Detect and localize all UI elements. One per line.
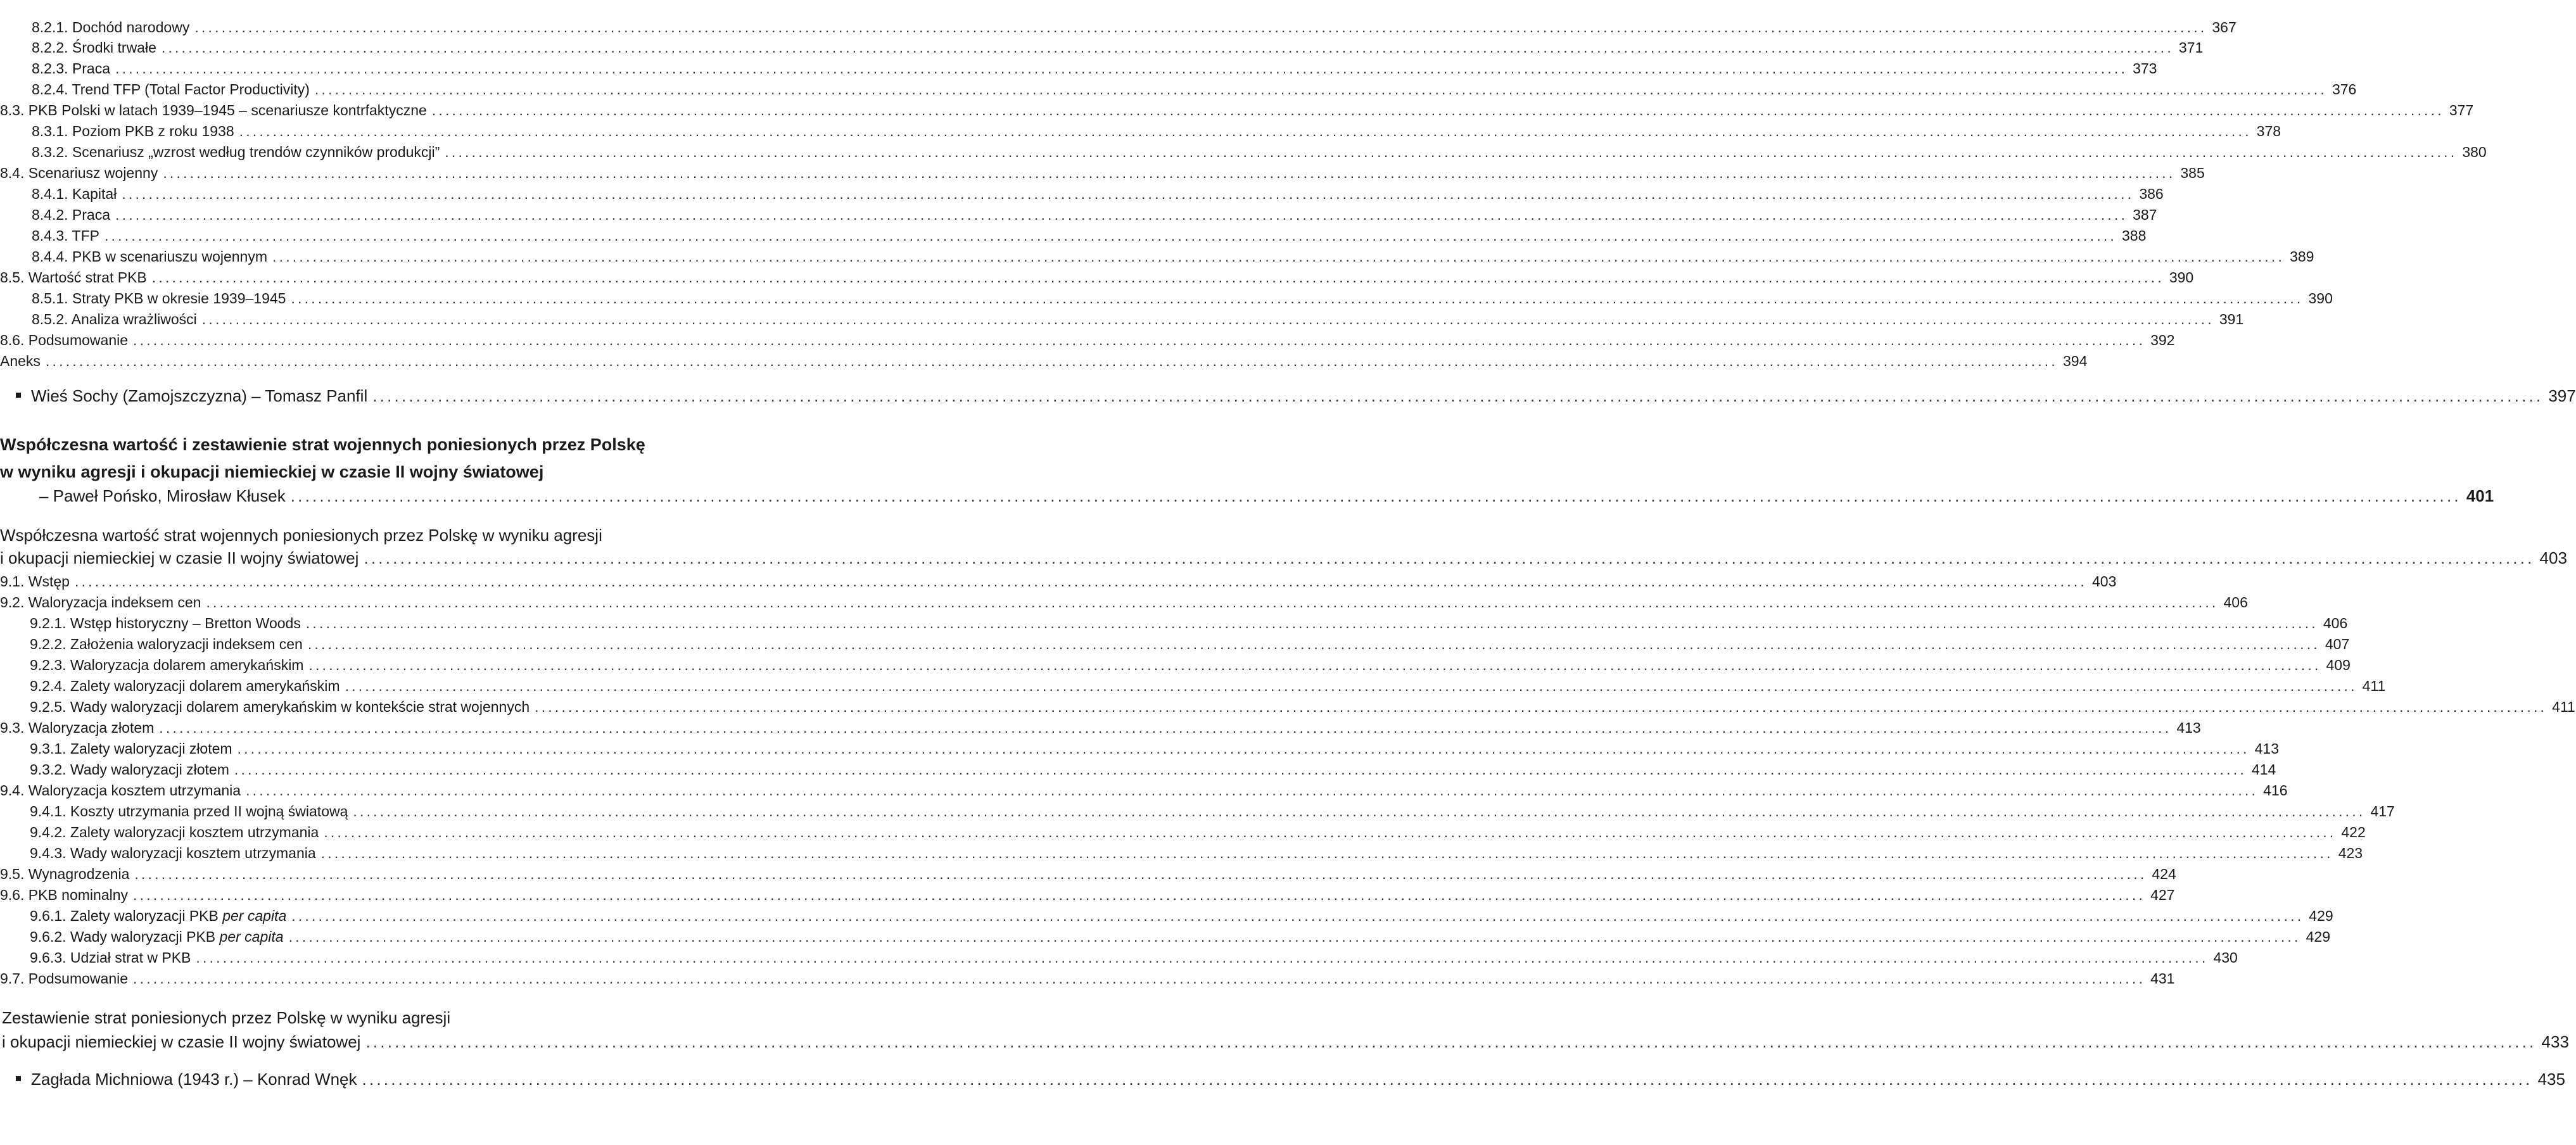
- toc-entry[interactable]: [0, 165, 2205, 182]
- toc-entry-label: 8.4. Scenariusz wojenny: [0, 165, 158, 181]
- toc-entry-label: 9.2. Waloryzacja indeksem cen: [0, 594, 201, 610]
- dot-leader: ............................................................................................................................................................................................................................................................................................................: [161, 39, 2174, 56]
- toc-page-number: 387: [2133, 206, 2157, 223]
- dot-leader: ............................................................................................................................................................................................................................................................................................................: [239, 123, 2252, 139]
- dot-leader: ............................................................................................................................................................................................................................................................................................................: [74, 573, 2087, 590]
- toc-page-number: 401: [2466, 486, 2494, 505]
- toc-entry-title: [16, 386, 367, 406]
- toc-page-number: 386: [2139, 186, 2164, 202]
- toc-entry[interactable]: [30, 678, 2386, 695]
- toc-entry-label: 9.5. Wynagrodzenia: [0, 866, 130, 882]
- toc-entry-title: [30, 615, 301, 632]
- toc-entry-label: 8.3.2. Scenariusz „wzrost według trendów czynników produkcji”: [32, 144, 440, 160]
- toc-page-number: 367: [2212, 19, 2237, 35]
- toc-page-number: 376: [2332, 81, 2357, 98]
- toc-entry[interactable]: [16, 1070, 2565, 1089]
- toc-entry-label: Zagłada Michniowa (1943 r.) – Konrad Wnęk: [31, 1070, 357, 1089]
- toc-entry-label: 8.4.2. Praca: [32, 206, 111, 223]
- toc-entry-title: [32, 186, 117, 203]
- toc-page-number: 409: [2326, 657, 2351, 673]
- toc-entry-title: [2, 1032, 360, 1052]
- toc-page-number: 403: [2539, 548, 2567, 567]
- toc-entry-label: 9.4.2. Zalety waloryzacji kosztem utrzymania: [30, 824, 319, 840]
- toc-entry[interactable]: [32, 206, 2157, 224]
- dot-leader: ............................................................................................................................................................................................................................................................................................................: [201, 311, 2214, 327]
- toc-page-number: 392: [2150, 332, 2175, 348]
- toc-entry-title: [0, 866, 129, 883]
- dot-leader: ............................................................................................................................................................................................................................................................................................................: [134, 866, 2147, 882]
- dot-leader: ............................................................................................................................................................................................................................................................................................................: [445, 144, 2458, 160]
- toc-entry[interactable]: [30, 824, 2366, 841]
- toc-page-number: 397: [2548, 386, 2576, 405]
- toc-page-number: 389: [2290, 248, 2314, 265]
- toc-entry-label: 9.4.1. Koszty utrzymania przed II wojną światową: [30, 803, 348, 819]
- toc-entry[interactable]: [32, 186, 2164, 203]
- toc-entry-title: [32, 311, 197, 328]
- toc-entry-title: [30, 949, 191, 966]
- toc-entry-label: 8.4.3. TFP: [32, 227, 99, 244]
- dot-leader: ............................................................................................................................................................................................................................................................................................................: [159, 719, 2172, 736]
- toc-entry-label: 9.6. PKB nominalny: [0, 887, 129, 903]
- toc-entry[interactable]: [0, 332, 2175, 349]
- toc-entry-title: [32, 290, 286, 307]
- toc-entry-title: [0, 573, 70, 590]
- toc-entry-title: [30, 636, 303, 653]
- toc-entry[interactable]: [0, 887, 2175, 904]
- toc-page-number: 407: [2325, 636, 2350, 652]
- toc-page-number: 394: [2062, 353, 2088, 369]
- toc-entry[interactable]: [32, 39, 2204, 56]
- dot-leader: ............................................................................................................................................................................................................................................................................................................: [151, 269, 2164, 286]
- toc-entry-title: [16, 1070, 357, 1089]
- toc-entry-label: 9.6.1. Zalety waloryzacji PKB: [30, 908, 223, 924]
- toc-entry[interactable]: [30, 657, 2351, 674]
- toc-entry-italic: per capita: [222, 908, 287, 924]
- toc-entry[interactable]: [39, 486, 2494, 506]
- toc-entry-title: [0, 970, 128, 987]
- toc-entry-title: [0, 269, 147, 286]
- toc-page-number: 373: [2133, 60, 2157, 77]
- toc-entry[interactable]: [32, 290, 2333, 307]
- toc-entry[interactable]: [32, 227, 2147, 244]
- toc-page-number: 429: [2309, 908, 2333, 924]
- toc-page-number: 403: [2091, 573, 2117, 590]
- dot-leader: ............................................................................................................................................................................................................................................................................................................: [163, 165, 2176, 181]
- toc-entry-title: [39, 486, 286, 506]
- toc-entry[interactable]: [32, 144, 2487, 161]
- toc-page-number: 413: [2176, 719, 2201, 736]
- toc-entry-title: [32, 60, 110, 77]
- dot-leader: ............................................................................................................................................................................................................................................................................................................: [234, 761, 2247, 778]
- toc-entry-label: 8.2.4. Trend TFP (Total Factor Productivity): [32, 81, 310, 98]
- toc-page-number: 377: [2449, 102, 2474, 118]
- toc-entry[interactable]: [0, 573, 2117, 590]
- toc-entry-title: [30, 678, 340, 695]
- toc-page-number: 388: [2122, 227, 2147, 244]
- dot-leader: ............................................................................................................................................................................................................................................................................................................: [115, 206, 2128, 223]
- toc-heading-line: Zestawienie strat poniesionych przez Polskę w wyniku agresji: [2, 1008, 451, 1027]
- toc-entry[interactable]: [30, 928, 2330, 946]
- toc-entry-title: [0, 594, 201, 611]
- toc-entry-title: [32, 19, 189, 36]
- toc-entry[interactable]: [30, 908, 2333, 925]
- toc-page-number: 423: [2338, 845, 2363, 861]
- toc-entry[interactable]: [30, 636, 2350, 653]
- toc-entry[interactable]: [16, 386, 2576, 406]
- dot-leader: ............................................................................................................................................................................................................................................................................................................: [305, 615, 2318, 631]
- toc-page-number: 433: [2541, 1032, 2569, 1051]
- dot-leader: ............................................................................................................................................................................................................................................................................................................: [372, 386, 2544, 405]
- toc-entry-label: 8.5.2. Analiza wrażliwości: [32, 311, 197, 327]
- toc-entry[interactable]: [30, 615, 2348, 632]
- toc-entry-label: – Paweł Pońsko, Mirosław Kłusek: [39, 486, 286, 505]
- toc-entry-title: [0, 165, 158, 182]
- dot-leader: ............................................................................................................................................................................................................................................................................................................: [288, 928, 2301, 945]
- toc-entry-title: [30, 908, 286, 925]
- dot-leader: ............................................................................................................................................................................................................................................................................................................: [272, 248, 2285, 265]
- toc-page-number: 431: [2150, 970, 2175, 987]
- toc-entry[interactable]: [0, 866, 2176, 883]
- toc-entry-label: 9.2.5. Wady waloryzacji dolarem amerykańskim w kontekście strat wojennych: [30, 699, 530, 715]
- dot-leader: ............................................................................................................................................................................................................................................................................................................: [308, 657, 2321, 673]
- toc-page-number: 417: [2370, 803, 2395, 819]
- toc-heading-line: Współczesna wartość strat wojennych poniesionych przez Polskę w wyniku agresji: [0, 526, 602, 545]
- dot-leader: ............................................................................................................................................................................................................................................................................................................: [345, 678, 2357, 694]
- toc-entry-title: [0, 102, 427, 119]
- toc-entry-label: i okupacji niemieckiej w czasie II wojny światowej: [2, 1032, 361, 1051]
- toc-entry[interactable]: [0, 594, 2248, 611]
- toc-entry-label: 9.4. Waloryzacja kosztem utrzymania: [0, 782, 241, 799]
- toc-entry-label: 9.6.2. Wady waloryzacji PKB: [30, 928, 220, 945]
- toc-entry-title: [0, 887, 128, 904]
- toc-page-number: 411: [2362, 678, 2386, 694]
- toc-entry-title: [32, 39, 156, 56]
- toc-entry-title: [30, 699, 530, 716]
- toc-heading-line: Współczesna wartość i zestawienie strat wojennych poniesionych przez Polskę: [0, 435, 645, 454]
- toc-page-number: 427: [2150, 887, 2175, 903]
- toc-entry-label: 9.4.3. Wady waloryzacji kosztem utrzymania: [30, 845, 316, 861]
- toc-entry-label: 9.2.4. Zalety waloryzacji dolarem amerykańskim: [30, 678, 340, 694]
- toc-entry[interactable]: [32, 81, 2357, 98]
- toc-entry-title: [0, 353, 41, 370]
- toc-page-number: 422: [2341, 824, 2366, 840]
- toc-entry-title: [30, 824, 319, 841]
- toc-entry[interactable]: [0, 970, 2175, 987]
- toc-entry-label: 8.3. PKB Polski w latach 1939–1945 – scenariusze kontrfaktyczne: [0, 102, 427, 118]
- toc-entry-title: [32, 81, 310, 98]
- dot-leader: ............................................................................................................................................................................................................................................................................................................: [133, 332, 2146, 348]
- toc-entry-label: i okupacji niemieckiej w czasie II wojny światowej: [0, 548, 359, 567]
- toc-entry-title: [30, 657, 303, 674]
- dot-leader: ............................................................................................................................................................................................................................................................................................................: [535, 699, 2547, 715]
- dot-leader: ............................................................................................................................................................................................................................................................................................................: [122, 186, 2135, 202]
- toc-heading-line: w wyniku agresji i okupacji niemieckiej w czasie II wojny światowej: [0, 462, 544, 481]
- toc-page-number: 413: [2254, 740, 2279, 757]
- toc-entry-label: 8.2.1. Dochód narodowy: [32, 19, 190, 35]
- toc-page-number: 411: [2552, 699, 2575, 715]
- toc-entry[interactable]: [30, 699, 2575, 716]
- dot-leader: ............................................................................................................................................................................................................................................................................................................: [133, 887, 2146, 903]
- toc-page-number: 406: [2323, 615, 2348, 631]
- toc-entry-label: 8.2.3. Praca: [32, 60, 111, 77]
- toc-page-number: 430: [2213, 949, 2238, 966]
- toc-page-number: 371: [2178, 39, 2204, 56]
- toc-entry[interactable]: [0, 782, 2288, 799]
- dot-leader: ............................................................................................................................................................................................................................................................................................................: [365, 1032, 2537, 1051]
- dot-leader: ............................................................................................................................................................................................................................................................................................................: [353, 803, 2366, 819]
- dot-leader: ............................................................................................................................................................................................................................................................................................................: [314, 81, 2327, 98]
- bullet-icon: [16, 1076, 21, 1081]
- dot-leader: ............................................................................................................................................................................................................................................................................................................: [431, 102, 2444, 118]
- dot-leader: ............................................................................................................................................................................................................................................................................................................: [362, 1070, 2533, 1089]
- toc-entry-label: 9.2.2. Założenia waloryzacji indeksem cen: [30, 636, 303, 652]
- toc-page-number: 435: [2537, 1070, 2565, 1089]
- dot-leader: ............................................................................................................................................................................................................................................................................................................: [133, 970, 2146, 987]
- toc-page-number: 380: [2462, 144, 2487, 160]
- dot-leader: ............................................................................................................................................................................................................................................................................................................: [115, 60, 2128, 77]
- toc-entry[interactable]: [0, 548, 2567, 568]
- toc-entry-label: 8.3.1. Poziom PKB z roku 1938: [32, 123, 234, 139]
- toc-entry-title: [32, 206, 110, 224]
- toc-entry-label: 9.2.3. Waloryzacja dolarem amerykańskim: [30, 657, 304, 673]
- toc-entry[interactable]: [30, 803, 2395, 820]
- toc-page-number: 414: [2251, 761, 2276, 778]
- toc-entry-label: 9.3. Waloryzacja złotem: [0, 719, 155, 736]
- toc-entry-label: Aneks: [0, 353, 41, 369]
- toc-entry-title: [30, 845, 316, 862]
- toc-page-number: 416: [2263, 782, 2288, 799]
- toc-entry-title: [30, 803, 348, 820]
- toc-entry[interactable]: [32, 123, 2281, 140]
- toc-page-number: 406: [2223, 594, 2248, 610]
- toc-entry-title: [30, 740, 232, 757]
- toc-entry[interactable]: [0, 719, 2201, 737]
- toc-entry-title: [32, 123, 234, 140]
- toc-entry-label: 8.6. Podsumowanie: [0, 332, 129, 348]
- toc-entry[interactable]: [32, 19, 2237, 36]
- toc-entry-label: 8.2.2. Środki trwałe: [32, 39, 156, 56]
- toc-entry-italic: per capita: [219, 928, 284, 945]
- toc-entry[interactable]: [30, 761, 2276, 778]
- toc-entry-label: 9.6.3. Udział strat w PKB: [30, 949, 191, 966]
- toc-entry-label: Wieś Sochy (Zamojszczyzna) – Tomasz Panfil: [31, 386, 368, 405]
- toc-entry[interactable]: [30, 949, 2238, 966]
- toc-entry-title: [32, 248, 267, 265]
- dot-leader: ............................................................................................................................................................................................................................................................................................................: [45, 353, 2058, 369]
- toc-page-number: 378: [2256, 123, 2281, 139]
- dot-leader: ............................................................................................................................................................................................................................................................................................................: [291, 908, 2304, 924]
- toc-entry-title: [32, 227, 99, 244]
- toc-entry-label: 8.4.4. PKB w scenariuszu wojennym: [32, 248, 268, 265]
- dot-leader: ............................................................................................................................................................................................................................................................................................................: [237, 740, 2250, 757]
- toc-entry-label: 9.3.1. Zalety waloryzacji złotem: [30, 740, 232, 757]
- dot-leader: ............................................................................................................................................................................................................................................................................................................: [291, 290, 2304, 307]
- toc-entry-title: [30, 761, 229, 778]
- toc-entry-title: [32, 144, 440, 161]
- dot-leader: ............................................................................................................................................................................................................................................................................................................: [104, 227, 2117, 244]
- toc-page-number: 391: [2219, 311, 2244, 327]
- toc-page-number: 385: [2180, 165, 2205, 181]
- dot-leader: ............................................................................................................................................................................................................................................................................................................: [364, 548, 2535, 567]
- toc-entry-title: [0, 782, 241, 799]
- toc-entry[interactable]: [2, 1032, 2569, 1052]
- toc-entry-title: [0, 332, 128, 349]
- dot-leader: ............................................................................................................................................................................................................................................................................................................: [194, 19, 2207, 35]
- bullet-icon: [16, 393, 21, 398]
- toc-page-number: 429: [2306, 928, 2330, 945]
- toc-entry[interactable]: [30, 845, 2363, 862]
- toc-entry-title: [0, 548, 358, 568]
- toc-entry-title: [30, 928, 284, 946]
- dot-leader: ............................................................................................................................................................................................................................................................................................................: [206, 594, 2219, 610]
- dot-leader: ............................................................................................................................................................................................................................................................................................................: [196, 949, 2209, 966]
- dot-leader: ............................................................................................................................................................................................................................................................................................................: [324, 824, 2337, 840]
- dot-leader: ............................................................................................................................................................................................................................................................................................................: [246, 782, 2259, 799]
- toc-entry[interactable]: [0, 102, 2474, 119]
- toc-entry[interactable]: [0, 269, 2194, 286]
- toc-page-number: 424: [2152, 866, 2176, 882]
- toc-entry-label: 8.5.1. Straty PKB w okresie 1939–1945: [32, 290, 286, 307]
- toc-entry[interactable]: [32, 248, 2314, 265]
- toc-page-number: 390: [2169, 269, 2194, 286]
- toc-entry[interactable]: [30, 740, 2279, 757]
- dot-leader: ............................................................................................................................................................................................................................................................................................................: [290, 486, 2461, 505]
- toc-entry[interactable]: [0, 353, 2088, 370]
- toc-page-number: 390: [2308, 290, 2333, 307]
- toc-entry-label: 9.7. Podsumowanie: [0, 970, 129, 987]
- toc-entry[interactable]: [32, 311, 2244, 328]
- toc-entry-label: 8.4.1. Kapitał: [32, 186, 117, 202]
- toc-entry-label: 9.1. Wstęp: [0, 573, 70, 590]
- toc-entry-label: 8.5. Wartość strat PKB: [0, 269, 147, 286]
- dot-leader: ............................................................................................................................................................................................................................................................................................................: [307, 636, 2320, 652]
- toc-entry-label: 9.2.1. Wstęp historyczny – Bretton Woods: [30, 615, 301, 631]
- toc-entry[interactable]: [32, 60, 2157, 77]
- dot-leader: ............................................................................................................................................................................................................................................................................................................: [320, 845, 2333, 861]
- toc-entry-title: [0, 719, 154, 737]
- toc-entry-label: 9.3.2. Wady waloryzacji złotem: [30, 761, 229, 778]
